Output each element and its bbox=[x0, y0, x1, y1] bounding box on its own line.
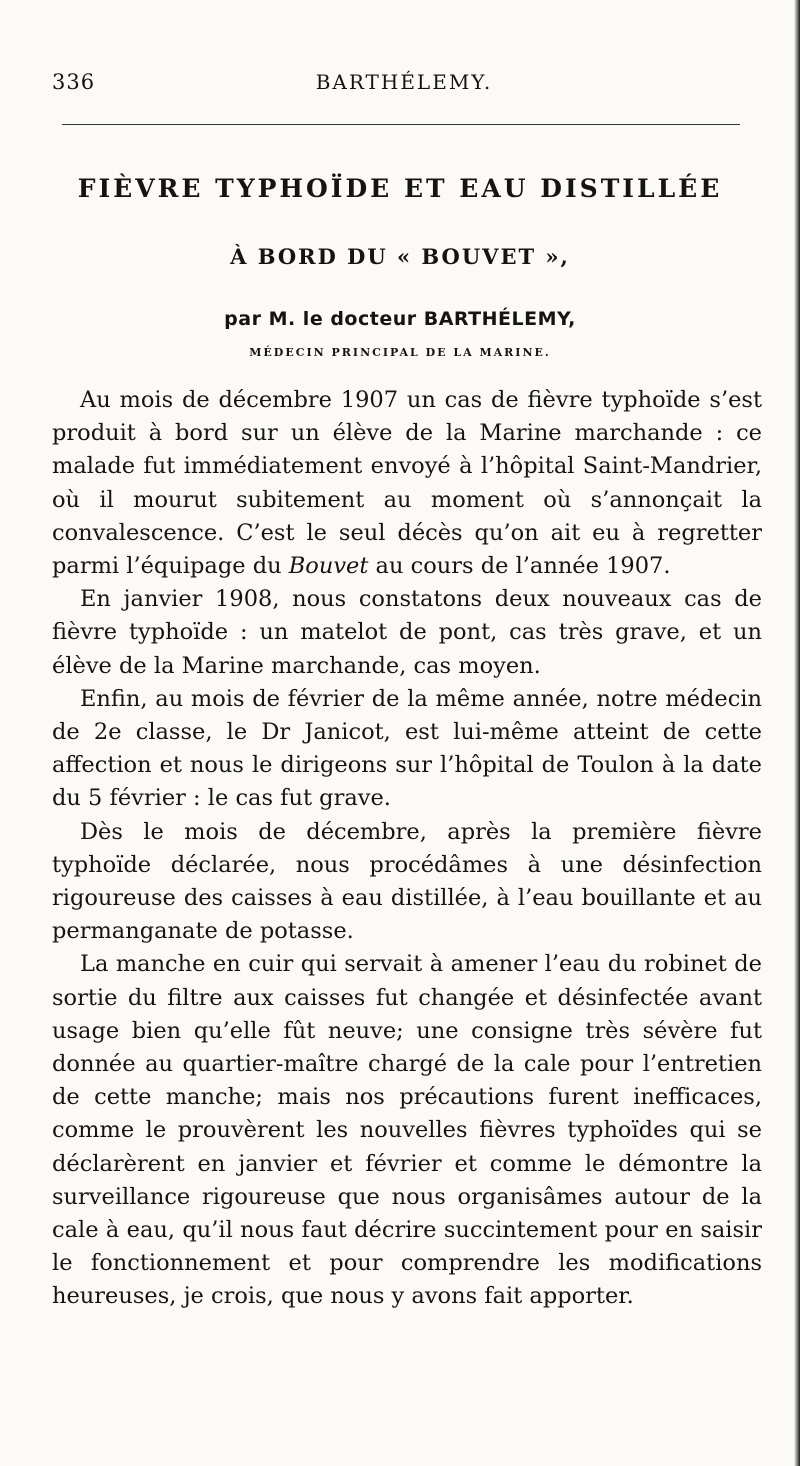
page-header bbox=[52, 68, 756, 104]
page-number: 336 bbox=[52, 70, 96, 94]
paragraph bbox=[52, 384, 762, 583]
article-body bbox=[52, 384, 762, 1314]
author-line: par M. le docteur BARTHÉLEMY, bbox=[224, 308, 576, 330]
page-edge-shadow bbox=[794, 0, 800, 1466]
article-title: FIÈVRE TYPHOÏDE ET EAU DISTILLÉE bbox=[77, 174, 723, 203]
paragraph-text: Au mois de décembre 1907 un cas de fièvre typhoïde s’est produit à bord sur un élève de la Marine marchande : ce malade fut immédiatement envoyé à l’hôpital Saint-Mandrier, où il mourut subitement au moment où s’annonçait la convalescence. C’est le seul décès qu’on ait eu à regretter parmi l’équipage du bbox=[52, 387, 762, 580]
article-subtitle: À BORD DU « BOUVET », bbox=[230, 244, 570, 269]
running-head: BARTHÉLEMY. bbox=[315, 70, 493, 94]
paragraph: Enfin, au mois de février de la même année, notre médecin de 2e classe, le Dr Janicot, est lui-même atteint de cette affection et nous le dirigeons sur l’hôpital de Toulon à la date du 5 février : le cas fut grave. bbox=[52, 685, 762, 812]
paragraph: La manche en cuir qui servait à amener l’eau du robinet de sortie du filtre aux caisses fut changée et désinfectée avant usage bien qu’elle fût neuve; une consigne très sévère fut donnée au quartier-maître chargé de la cale pour l’entretien de cette manche; mais nos précautions furent inefficaces, comme le prouvèrent les nouvelles fièvres typhoïdes qui se déclarèrent en janvier et février et comme le démontre la surveillance rigoureuse que nous organisâmes autour de la cale à eau, qu’il nous faut décrire succintement pour en saisir le fonctionnement et pour comprendre les modifications heureuses, je crois, que nous y avons fait apporter. bbox=[52, 951, 762, 1310]
ship-name: Bouvet bbox=[288, 553, 369, 580]
paragraph: Dès le mois de décembre, après la première fièvre typhoïde déclarée, nous procédâmes à une désinfection rigoureuse des caisses à eau distillée, à l’eau bouillante et au permanganate de potasse. bbox=[52, 818, 762, 945]
paragraph: En janvier 1908, nous constatons deux nouveaux cas de fièvre typhoïde : un matelot de pont, cas très grave, et un élève de la Marine marchande, cas moyen. bbox=[52, 586, 762, 679]
header-rule bbox=[62, 124, 740, 125]
author-role: MÉDECIN PRINCIPAL DE LA MARINE. bbox=[249, 346, 551, 359]
paragraph-text: au cours de l’année 1907. bbox=[368, 553, 671, 580]
